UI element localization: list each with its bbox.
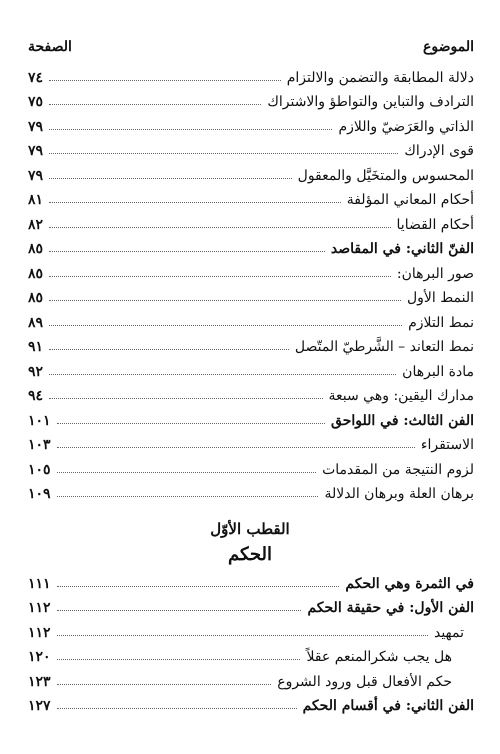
toc-list [28, 60, 474, 501]
entry-title: أحكام المعاني المؤلفة [346, 192, 474, 208]
entry-title: المحسوس والمتخَيَّل والمعقول [297, 167, 474, 184]
toc-entry [28, 85, 474, 110]
entry-page: ١٢٧ [28, 698, 51, 714]
section-heading: الحكم [227, 544, 273, 565]
toc-entry [28, 134, 474, 159]
toc-list-2 [28, 566, 474, 713]
entry-title: الاستقراء [420, 437, 474, 453]
entry-page: ١١٢ [28, 624, 51, 641]
entry-page: ٧٩ [28, 167, 44, 184]
entry-title: قوى الإدراك [404, 143, 474, 159]
entry-title: نمط التعاند – الشَّرطيّ المتّصل [294, 339, 474, 355]
entry-page: ٩٢ [28, 363, 44, 380]
dot-leader [49, 129, 332, 130]
toc-entry [28, 452, 474, 477]
toc-entry [28, 664, 474, 689]
toc-entry [28, 477, 474, 502]
entry-page: ٨٩ [28, 314, 44, 331]
entry-page: ٨٢ [28, 216, 44, 233]
dot-leader [49, 374, 396, 375]
entry-title: دلالة المطابقة والتضمن والالتزام [286, 69, 474, 86]
toc-entry-part [28, 566, 474, 591]
entry-page: ١٠١ [28, 412, 51, 429]
toc-entry [28, 615, 474, 640]
entry-title: برهان العلة وبرهان الدلالة [324, 486, 474, 502]
section-pole-heading: القطب الأوّل [210, 520, 290, 538]
topic-column-label: الموضوع [423, 39, 474, 55]
toc-entry-part [28, 591, 474, 616]
page-column-label: الصفحة [28, 39, 72, 55]
toc-entry [28, 207, 474, 232]
toc-entry [28, 183, 474, 208]
entry-page: ٩٤ [28, 388, 44, 404]
toc-entry [28, 60, 474, 85]
toc-entry-part [28, 232, 474, 257]
dot-leader [57, 447, 415, 448]
entry-page: ٨٥ [28, 241, 44, 257]
entry-title: مدارك اليقين: وهي سبعة [328, 388, 474, 404]
entry-page: ١١٢ [28, 600, 51, 616]
toc-entry [28, 640, 474, 665]
dot-leader [49, 349, 289, 350]
dot-leader [49, 300, 401, 301]
entry-page: ١٠٥ [28, 461, 51, 478]
entry-title: الفن الأول: في حقيقة الحكم [307, 600, 474, 616]
entry-page: ١٠٣ [28, 437, 51, 453]
entry-page: ١١١ [28, 575, 51, 592]
dot-leader [49, 153, 398, 154]
dot-leader [57, 610, 302, 611]
entry-page: ٧٤ [28, 69, 44, 86]
entry-page: ١٠٩ [28, 486, 51, 502]
entry-page: ٩١ [28, 339, 44, 355]
entry-page: ٧٥ [28, 94, 44, 110]
entry-title: الترادف والتباين والتواطؤ والاشتراك [267, 94, 474, 110]
dot-leader [49, 398, 322, 399]
entry-page: ٨٥ [28, 265, 44, 282]
toc-entry [28, 109, 474, 134]
dot-leader [49, 251, 325, 252]
entry-title: لزوم النتيجة من المقدمات [322, 461, 474, 478]
entry-page: ٨١ [28, 192, 44, 208]
dot-leader [49, 178, 292, 179]
entry-title: صور البرهان: [396, 265, 474, 282]
toc-entry [28, 330, 474, 355]
toc-entry [28, 256, 474, 281]
entry-title: مادة البرهان [402, 363, 474, 380]
toc-entry [28, 281, 474, 306]
entry-page: ١٢٣ [28, 673, 51, 690]
dot-leader [49, 202, 341, 203]
dot-leader [57, 659, 301, 660]
dot-leader [49, 104, 261, 105]
entry-page: ٨٥ [28, 290, 44, 306]
entry-title: في الثمرة وهي الحكم [345, 575, 474, 592]
dot-leader [49, 276, 391, 277]
entry-page: ١٢٠ [28, 649, 51, 665]
entry-page: ٧٩ [28, 118, 44, 135]
dot-leader [57, 496, 319, 497]
entry-title: نمط التلازم [408, 314, 474, 331]
entry-page: ٧٩ [28, 143, 44, 159]
toc-entry-part [28, 689, 474, 714]
toc-entry [28, 379, 474, 404]
dot-leader [57, 472, 317, 473]
dot-leader [57, 423, 325, 424]
toc-entry [28, 305, 474, 330]
entry-title: حكم الأفعال قبل ورود الشروع [277, 673, 452, 690]
entry-title: النمط الأول [406, 290, 474, 306]
toc-entry-part [28, 403, 474, 428]
toc-header [28, 36, 474, 58]
dot-leader [49, 325, 402, 326]
toc-entry [28, 428, 474, 453]
toc-entry [28, 158, 474, 183]
dot-leader [49, 80, 281, 81]
dot-leader [57, 586, 340, 587]
entry-title: أحكام القضايا [396, 216, 474, 233]
dot-leader [57, 635, 428, 636]
dot-leader [49, 227, 390, 228]
entry-title: هل يجب شكرالمنعم عقلاً [306, 649, 452, 665]
entry-title: الفنّ الثاني: في المقاصد [330, 241, 474, 257]
dot-leader [57, 684, 272, 685]
entry-title: الذاتي والعَرَضيّ واللازم [338, 118, 474, 135]
entry-title: تمهيد [433, 624, 464, 641]
dot-leader [57, 708, 297, 709]
entry-title: الفن الثاني: في أقسام الحكم [302, 698, 474, 714]
entry-title: الفن الثالث: في اللواحق [331, 412, 474, 429]
toc-entry [28, 354, 474, 379]
